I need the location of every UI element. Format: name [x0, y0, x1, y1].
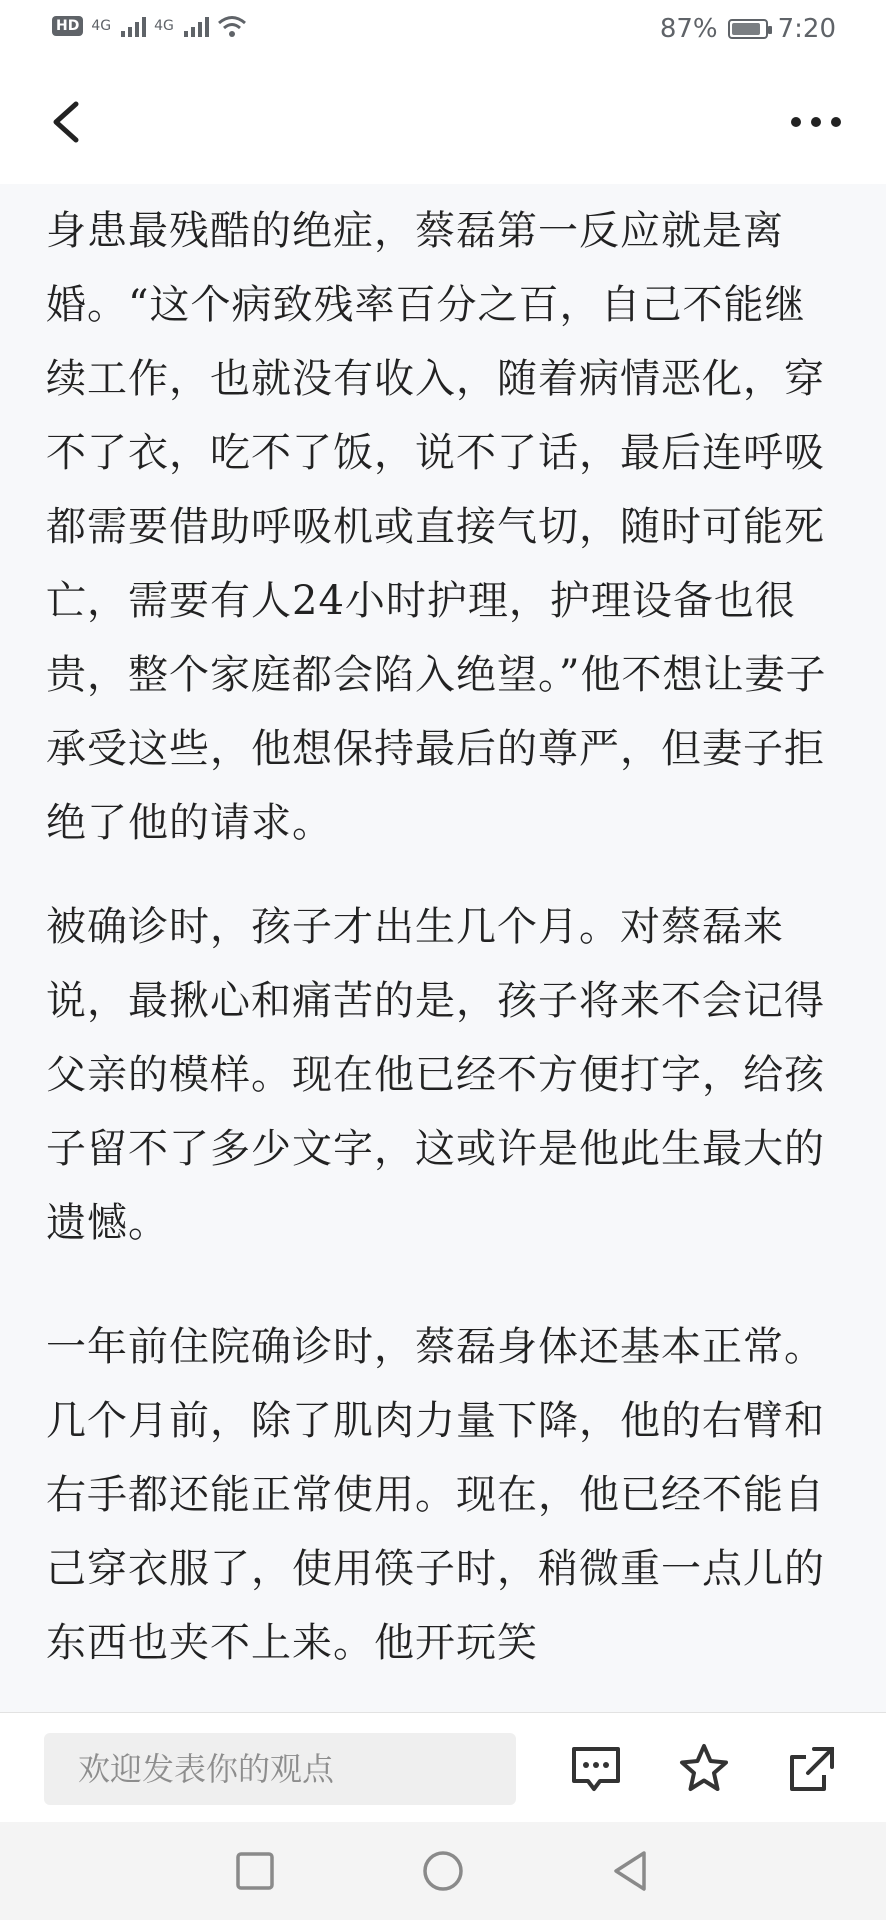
home-circle-icon[interactable] [418, 1846, 468, 1896]
comment-icon[interactable] [568, 1741, 624, 1797]
status-bar [0, 0, 886, 62]
recent-apps-square-icon[interactable] [230, 1846, 280, 1896]
article-paragraph: 身患最残酷的绝症，蔡磊第一反应就是离婚。“这个病致残率百分之百，自己不能继续工作，也就没有收入，随着病情恶化，穿不了衣，吃不了饭，说不了话，最后连呼吸都需要借助呼吸机或直接气切，随时可能死亡，需要有人24小时护理，护理设备也很贵，整个家庭都会陷入绝望。”他不想让妻子承受这些，他想保持最后的尊严，但妻子拒绝了他的请求。 [46, 208, 827, 846]
status-right [660, 14, 836, 44]
comment-input[interactable]: 欢迎发表你的观点 [44, 1733, 516, 1805]
wifi-icon [217, 14, 247, 38]
article-paragraph: 一年前住院确诊时，蔡磊身体还基本正常。几个月前，除了肌肉力量下降，他的右臂和右手都还能正常使用。现在，他已经不能自己穿衣服了，使用筷子时，稍微重一点儿的东西也夹不上来。他开玩笑 [46, 1324, 825, 1666]
back-triangle-icon[interactable] [606, 1846, 656, 1896]
battery-icon [728, 19, 768, 39]
clock: 7:20 [777, 14, 836, 44]
article-paragraph: 被确诊时，孩子才出生几个月。对蔡磊来说，最揪心和痛苦的是，孩子将来不会记得父亲的模样。现在他已经不方便打字，给孩子留不了多少文字，这或许是他此生最大的遗憾。 [46, 904, 825, 1246]
signal-icon [121, 15, 146, 37]
signal-icon [184, 15, 209, 37]
star-icon[interactable] [676, 1741, 732, 1797]
hd-icon: HD [52, 16, 83, 36]
network-type-2: 4G [154, 18, 174, 34]
status-left [52, 14, 247, 38]
more-dots-icon[interactable] [786, 102, 846, 142]
article-content[interactable] [0, 184, 886, 1712]
system-nav-bar [0, 1822, 886, 1920]
share-icon[interactable] [784, 1741, 840, 1797]
top-nav-bar [0, 62, 886, 185]
bottom-action-bar [0, 1712, 886, 1823]
battery-level-fill [732, 23, 760, 35]
paragraph-gap [0, 860, 886, 890]
network-type-1: 4G [91, 18, 112, 34]
battery-percent: 87% [659, 14, 718, 44]
chevron-left-icon[interactable] [40, 92, 100, 152]
